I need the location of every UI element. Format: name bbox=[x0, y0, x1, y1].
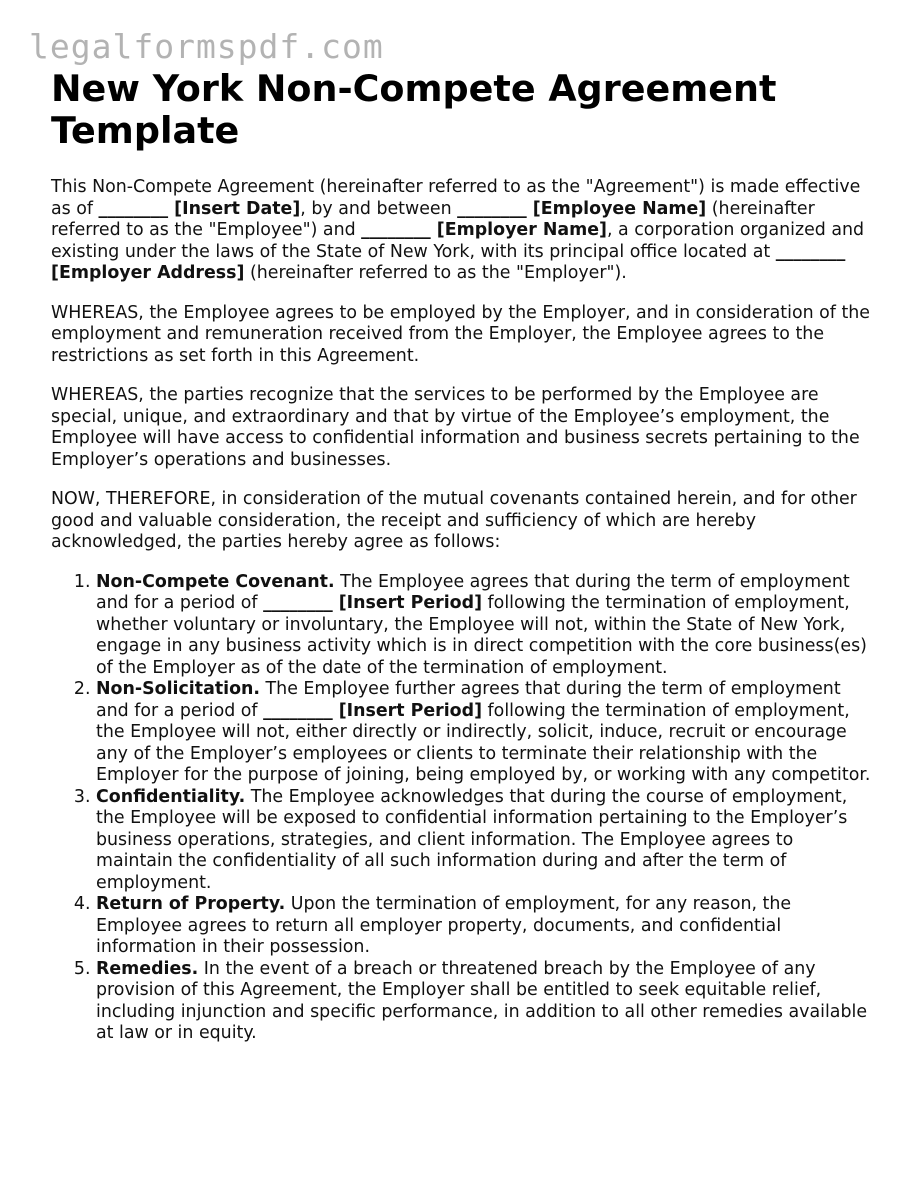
whereas-paragraph-2: WHEREAS, the parties recognize that the services to be performed by the Employee are special, unique, and extraordinary and that by virtue of the Employee’s employment, the Employee will have access to confidential information and business secrets pertaining to the Employer’s operations and businesses. bbox=[51, 385, 860, 470]
insert-period-field: ________ [Insert Period] bbox=[263, 593, 483, 613]
term-text: following the termination of employment, whether voluntary or involuntary, the Employee will not, within the State of New York, engage in any business activity which is in direct competition with the core business(es) of the Employer as of the date of the termination of employment. bbox=[96, 593, 867, 678]
term-heading: Non-Compete Covenant. bbox=[96, 571, 335, 592]
whereas-paragraph-1: WHEREAS, the Employee agrees to be employed by the Employer, and in consideration of the employment and remuneration received from the Employer, the Employee agrees to the restrictions as set forth in this Agreement. bbox=[51, 302, 870, 366]
intro-text-5: (hereinafter referred to as the "Employer"). bbox=[244, 263, 627, 283]
term-text: following the termination of employment, the Employee will not, either directly or indirectly, solicit, induce, recruit or encourage any of the Employer’s employees or clients to terminate their relationship with the Employer for the purpose of joining, being employed by, or working with any competitor. bbox=[96, 700, 871, 785]
term-heading: Return of Property. bbox=[96, 894, 286, 914]
intro-text-4: , a corporation organized and existing under the laws of the State of New York, with its principal office located at bbox=[51, 220, 865, 262]
intro-text-2: , by and between bbox=[300, 198, 458, 219]
term-remedies bbox=[96, 959, 871, 1045]
document-title: New York Non-Compete Agreement Template bbox=[51, 67, 777, 152]
now-therefore-paragraph: NOW, THEREFORE, in consideration of the mutual covenants contained herein, and for other good and valuable consideration, the receipt and sufficiency of which are hereby acknowledged, the parties hereby agree as follows: bbox=[51, 489, 857, 552]
term-return-of-property bbox=[96, 894, 871, 959]
term-heading: Remedies. bbox=[96, 958, 199, 979]
term-text: Upon the termination of employment, for any reason, the Employee agrees to return all employer property, documents, and confidential information in their possession. bbox=[96, 894, 792, 957]
document-body bbox=[51, 177, 871, 1045]
site-watermark: legalformspdf.com bbox=[29, 27, 384, 66]
intro-paragraph bbox=[51, 177, 871, 285]
date-field: ________ [Insert Date] bbox=[98, 198, 301, 219]
term-text: The Employee agrees that during the term of employment and for a period of bbox=[96, 571, 850, 613]
employee-name-field: ________ [Employee Name] bbox=[457, 198, 707, 219]
insert-period-field: ________ [Insert Period] bbox=[263, 700, 483, 721]
term-non-compete bbox=[96, 572, 871, 680]
intro-text-1: This Non-Compete Agreement (hereinafter referred to as the "Agreement") is made effective as of bbox=[51, 177, 861, 219]
term-text: The Employee further agrees that during the term of employment and for a period of bbox=[96, 679, 841, 721]
employer-name-field: ________ [Employer Name] bbox=[361, 220, 607, 240]
term-text: In the event of a breach or threatened breach by the Employee of any provision of this Agreement, the Employer shall be entitled to seek equitable relief, including injunction and specific performance, in addition to all other remedies available at law or in equity. bbox=[96, 958, 868, 1043]
term-non-solicitation bbox=[96, 679, 871, 787]
term-confidentiality bbox=[96, 787, 871, 895]
term-heading: Non-Solicitation. bbox=[96, 679, 261, 699]
employer-address-field: ________ [Employer Address] bbox=[51, 241, 846, 283]
agreement-terms-list bbox=[51, 572, 871, 1045]
term-text: The Employee acknowledges that during the course of employment, the Employee will be exposed to confidential information pertaining to the Employer’s business operations, strategies, and client information. The Employee agrees to maintain the confidentiality of all such information during and after the term of employment. bbox=[96, 786, 848, 893]
intro-text-3: (hereinafter referred to as the "Employee") and bbox=[51, 198, 815, 240]
term-heading: Confidentiality. bbox=[96, 786, 246, 807]
